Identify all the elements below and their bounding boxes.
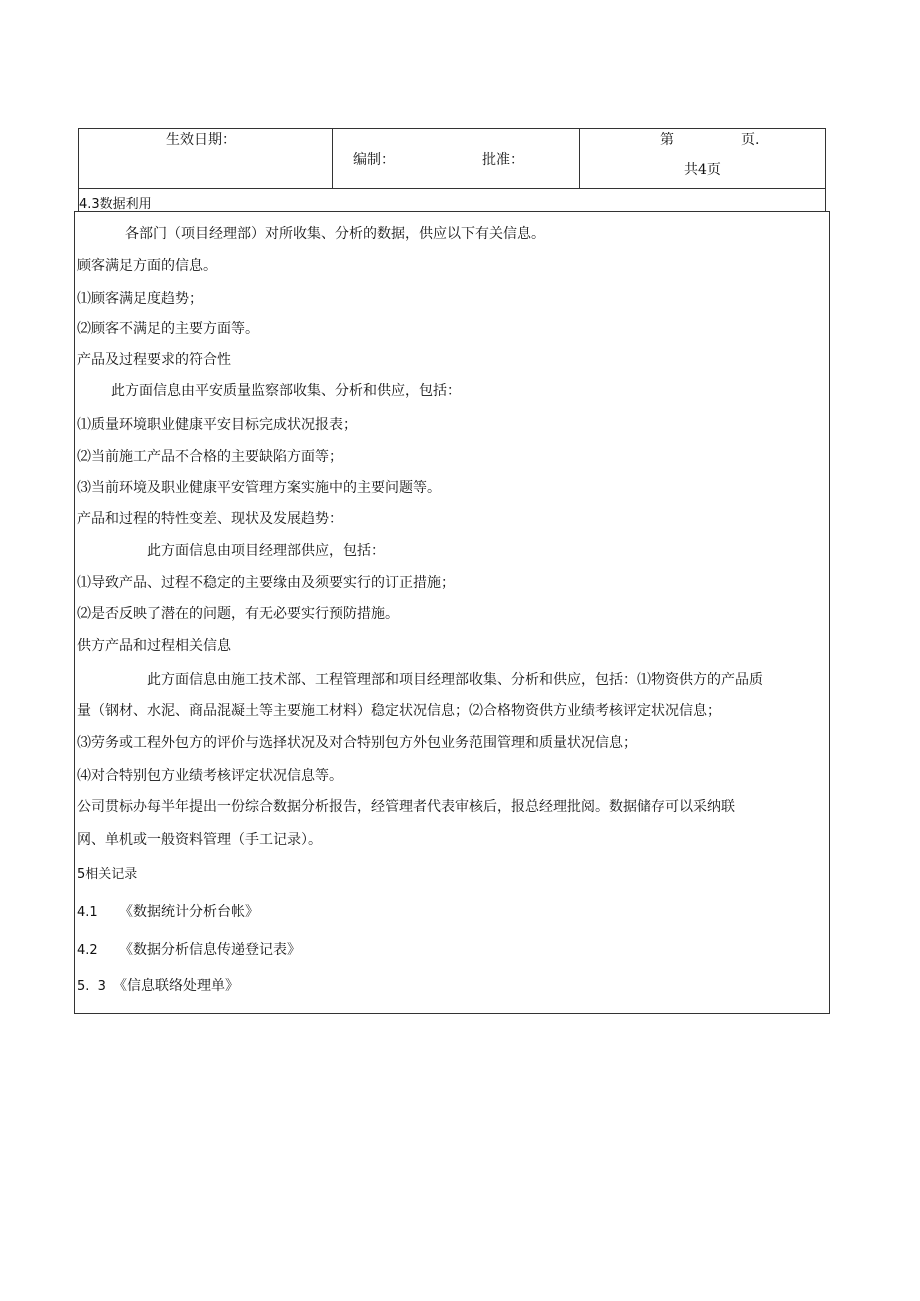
paragraph-line: 供方产品和过程相关信息 [77,638,231,654]
section-title-row [78,189,826,211]
paragraph-line: 此方面信息由平安质量监察部收集、分析和供应，包括： [111,383,461,399]
header-cell-page [579,129,825,188]
header-cell-signoff [332,129,580,188]
record-number: 4.1 [77,905,98,920]
paragraph-line: ⑵当前施工产品不合格的主要缺陷方面等； [77,449,343,465]
record-name: 《数据分析信息传递登记表》 [119,942,301,958]
section-title: 4.3数据利用 [79,197,152,212]
prepared-label: 编制： [353,152,395,168]
record-number: 5. 3 [77,979,106,994]
header-cell-effective-date [79,129,333,188]
paragraph-line: ⑴质量环境职业健康平安目标完成状况报表； [77,417,357,433]
paragraph-line: 公司贯标办每半年提出一份综合数据分析报告，经管理者代表审核后，报总经理批阅。数据储存可以采纳联 [77,799,735,815]
paragraph-line: 此方面信息由施工技术部、工程管理部和项目经理部收集、分析和供应，包括：⑴物资供方的产品质 [147,672,763,688]
paragraph-line: ⑴导致产品、过程不稳定的主要缘由及须要实行的订正措施； [77,575,455,591]
paragraph-line: ⑶当前环境及职业健康平安管理方案实施中的主要问题等。 [77,480,441,496]
page-label-a: 第 [660,132,674,148]
paragraph-line: ⑶劳务或工程外包方的评价与选择状况及对合特别包方外包业务范围管理和质量状况信息； [77,735,637,751]
effective-date-label: 生效日期： [166,132,236,148]
header-table [78,128,826,189]
paragraph-line: 量（钢材、水泥、商品混凝土等主要施工材料）稳定状况信息；⑵合格物资供方业绩考核评定状况信息； [77,703,721,719]
paragraph-line: 各部门（项目经理部）对所收集、分析的数据，供应以下有关信息。 [125,226,545,242]
paragraph-line: 产品及过程要求的符合性 [77,352,231,368]
paragraph-line: 网、单机或一般资料管理（手工记录）。 [77,832,322,848]
page-label-b: 页. [741,132,760,148]
paragraph-line: 顾客满足方面的信息。 [77,258,217,274]
records-title: 5相关记录 [77,867,138,882]
paragraph-line: 此方面信息由项目经理部供应，包括： [147,543,385,559]
content-box [74,211,830,1014]
paragraph-line: ⑷对合特别包方业绩考核评定状况信息等。 [77,768,343,784]
paragraph-line: ⑴顾客满足度趋势； [77,291,203,307]
record-name: 《信息联络处理单》 [113,978,239,994]
approved-label: 批准： [482,152,524,168]
paragraph-line: ⑵顾客不满足的主要方面等。 [77,321,259,337]
paragraph-line: ⑵是否反映了潜在的问题，有无必要实行预防措施。 [77,606,399,622]
paragraph-line: 产品和过程的特性变差、现状及发展趋势： [77,511,343,527]
record-name: 《数据统计分析台帐》 [119,904,259,920]
record-number: 4.2 [77,943,98,958]
total-pages: 共4页 [684,162,721,178]
